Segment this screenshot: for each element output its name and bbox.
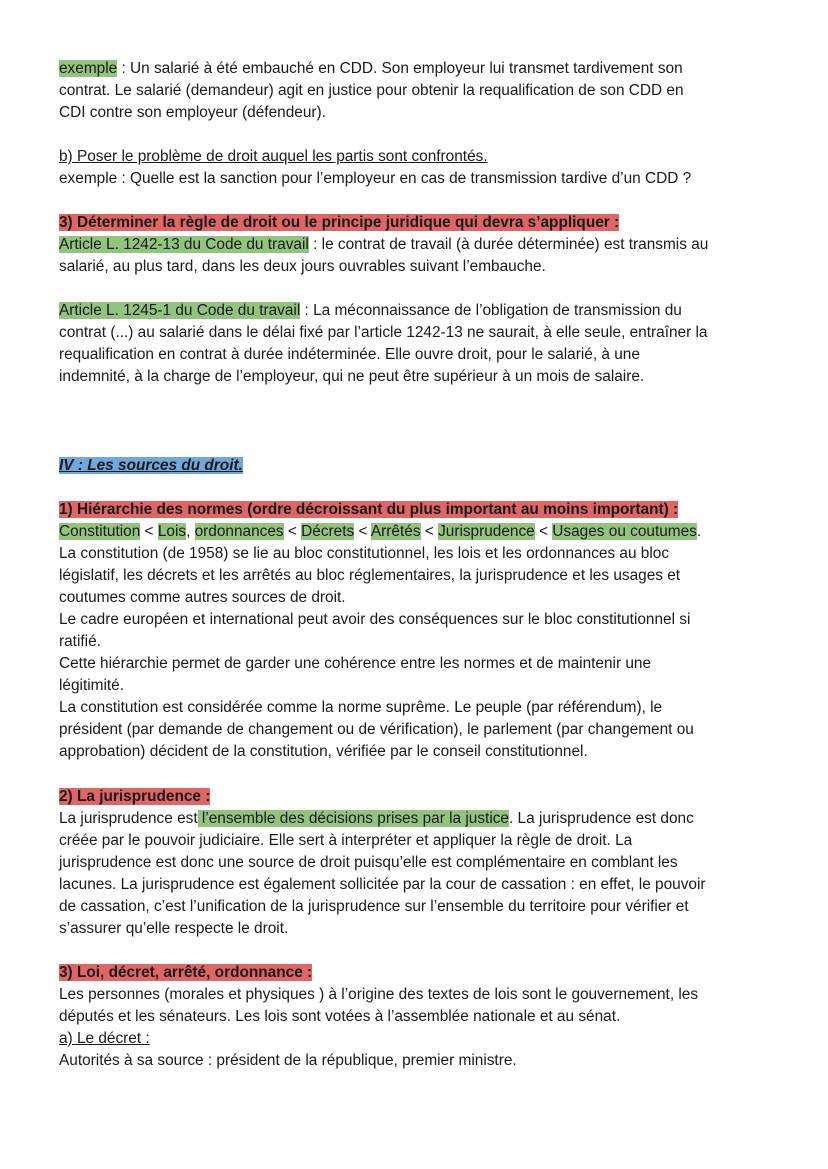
text-line: La constitution est considérée comme la norme suprême. Le peuple (par référendum), le xyxy=(59,699,663,716)
text-line: légitimité. xyxy=(59,677,125,694)
definition-highlight: l’ensemble des décisions prises par la justice xyxy=(197,810,509,827)
example-line: exemple : Un salarié à été embauché en CDD. Son employeur lui transmet tardivement son xyxy=(59,60,683,77)
section-heading-2: 2) La jurisprudence : xyxy=(59,788,211,805)
hierarchy-item: Décrets xyxy=(301,523,355,540)
text-line: Cette hiérarchie permet de garder une cohérence entre les normes et de maintenir une xyxy=(59,655,652,672)
text-line: salarié, au plus tard, dans les deux jours ouvrables suivant l’embauche. xyxy=(59,258,546,275)
text-line: indemnité, à la charge de l’employeur, qui ne peut être supérieur à un mois de salaire. xyxy=(59,368,645,385)
text-line: Autorités à sa source : président de la république, premier ministre. xyxy=(59,1052,517,1069)
article-1242-13-ref: Article L. 1242-13 du Code du travail xyxy=(59,236,309,253)
article-line: Article L. 1245-1 du Code du travail : La méconnaissance de l’obligation de transmission du xyxy=(59,302,682,319)
text-line: s’assurer qu’elle respecte le droit. xyxy=(59,920,289,937)
text-line: députés et les sénateurs. Les lois sont votées à l’assemblée nationale et au sénat. xyxy=(59,1008,621,1025)
example-label: exemple xyxy=(59,60,118,77)
article-1245-1-ref: Article L. 1245-1 du Code du travail xyxy=(59,302,301,319)
text-line: Le cadre européen et international peut avoir des conséquences sur le bloc constitutionnel si xyxy=(59,611,691,628)
text-line: de cassation, c’est l’unification de la jurisprudence sur l’ensemble du territoire pour vérifier et xyxy=(59,898,689,915)
chapter-heading: IV : Les sources du droit. xyxy=(59,457,243,474)
definition-line: La jurisprudence est l’ensemble des décisions prises par la justice. La jurisprudence est donc xyxy=(59,810,694,827)
subheading-a: a) Le décret : xyxy=(59,1030,150,1047)
text-line: approbation) décident de la constitution, vérifiée par le conseil constitutionnel. xyxy=(59,743,588,760)
text-line: président (par demande de changement ou de vérification), le parlement (par changement ou xyxy=(59,721,694,738)
text-line: ratifié. xyxy=(59,633,101,650)
hierarchy-item: Constitution xyxy=(59,523,141,540)
text-line: lacunes. La jurisprudence est également sollicitée par la cour de cassation : en effet, le pouvoir xyxy=(59,876,706,893)
text-line: coutumes comme autres sources de droit. xyxy=(59,589,346,606)
section-heading-3b: 3) Loi, décret, arrêté, ordonnance : xyxy=(59,964,313,981)
hierarchy-item: Arrêtés xyxy=(370,523,421,540)
hierarchy-line: Constitution < Lois, ordonnances < Décrets < Arrêtés < Jurisprudence < Usages ou coutumes. xyxy=(59,523,702,540)
text-line: La constitution (de 1958) se lie au bloc constitutionnel, les lois et les ordonnances au bloc xyxy=(59,545,670,562)
hierarchy-item: ordonnances xyxy=(194,523,284,540)
hierarchy-item: Jurisprudence xyxy=(438,523,535,540)
text-line: contrat. Le salarié (demandeur) agit en justice pour obtenir la requalification de son CDD en xyxy=(59,82,684,99)
hierarchy-item: Usages ou coutumes xyxy=(552,523,697,540)
text-line: législatif, les décrets et les arrêtés au bloc réglementaires, la jurisprudence et les usages et xyxy=(59,567,681,584)
text-line: CDI contre son employeur (défendeur). xyxy=(59,104,326,121)
text-line: créée par le pouvoir judiciaire. Elle sert à interpréter et appliquer la règle de droit. La xyxy=(59,832,633,849)
article-line: Article L. 1242-13 du Code du travail : le contrat de travail (à durée déterminée) est transmis au xyxy=(59,236,709,253)
text-line: jurisprudence est donc une source de droit puisqu’elle est complémentaire en comblant les xyxy=(59,854,678,871)
text-line: contrat (...) au salarié dans le délai fixé par l’article 1242-13 ne saurait, à elle seule, entraîner la xyxy=(59,324,708,341)
text-line: exemple : Quelle est la sanction pour l’employeur en cas de transmission tardive d’un CDD ? xyxy=(59,170,692,187)
text-line: Les personnes (morales et physiques ) à l’origine des textes de lois sont le gouvernement, les xyxy=(59,986,699,1003)
subheading-b: b) Poser le problème de droit auquel les partis sont confrontés. xyxy=(59,148,488,165)
section-heading-1: 1) Hiérarchie des normes (ordre décroissant du plus important au moins important) : xyxy=(59,501,679,518)
hierarchy-item: Lois xyxy=(157,523,187,540)
section-heading-3: 3) Déterminer la règle de droit ou le principe juridique qui devra s’appliquer : xyxy=(59,214,620,231)
text-line: requalification en contrat à durée indéterminée. Elle ouvre droit, pour le salarié, à une xyxy=(59,346,640,363)
